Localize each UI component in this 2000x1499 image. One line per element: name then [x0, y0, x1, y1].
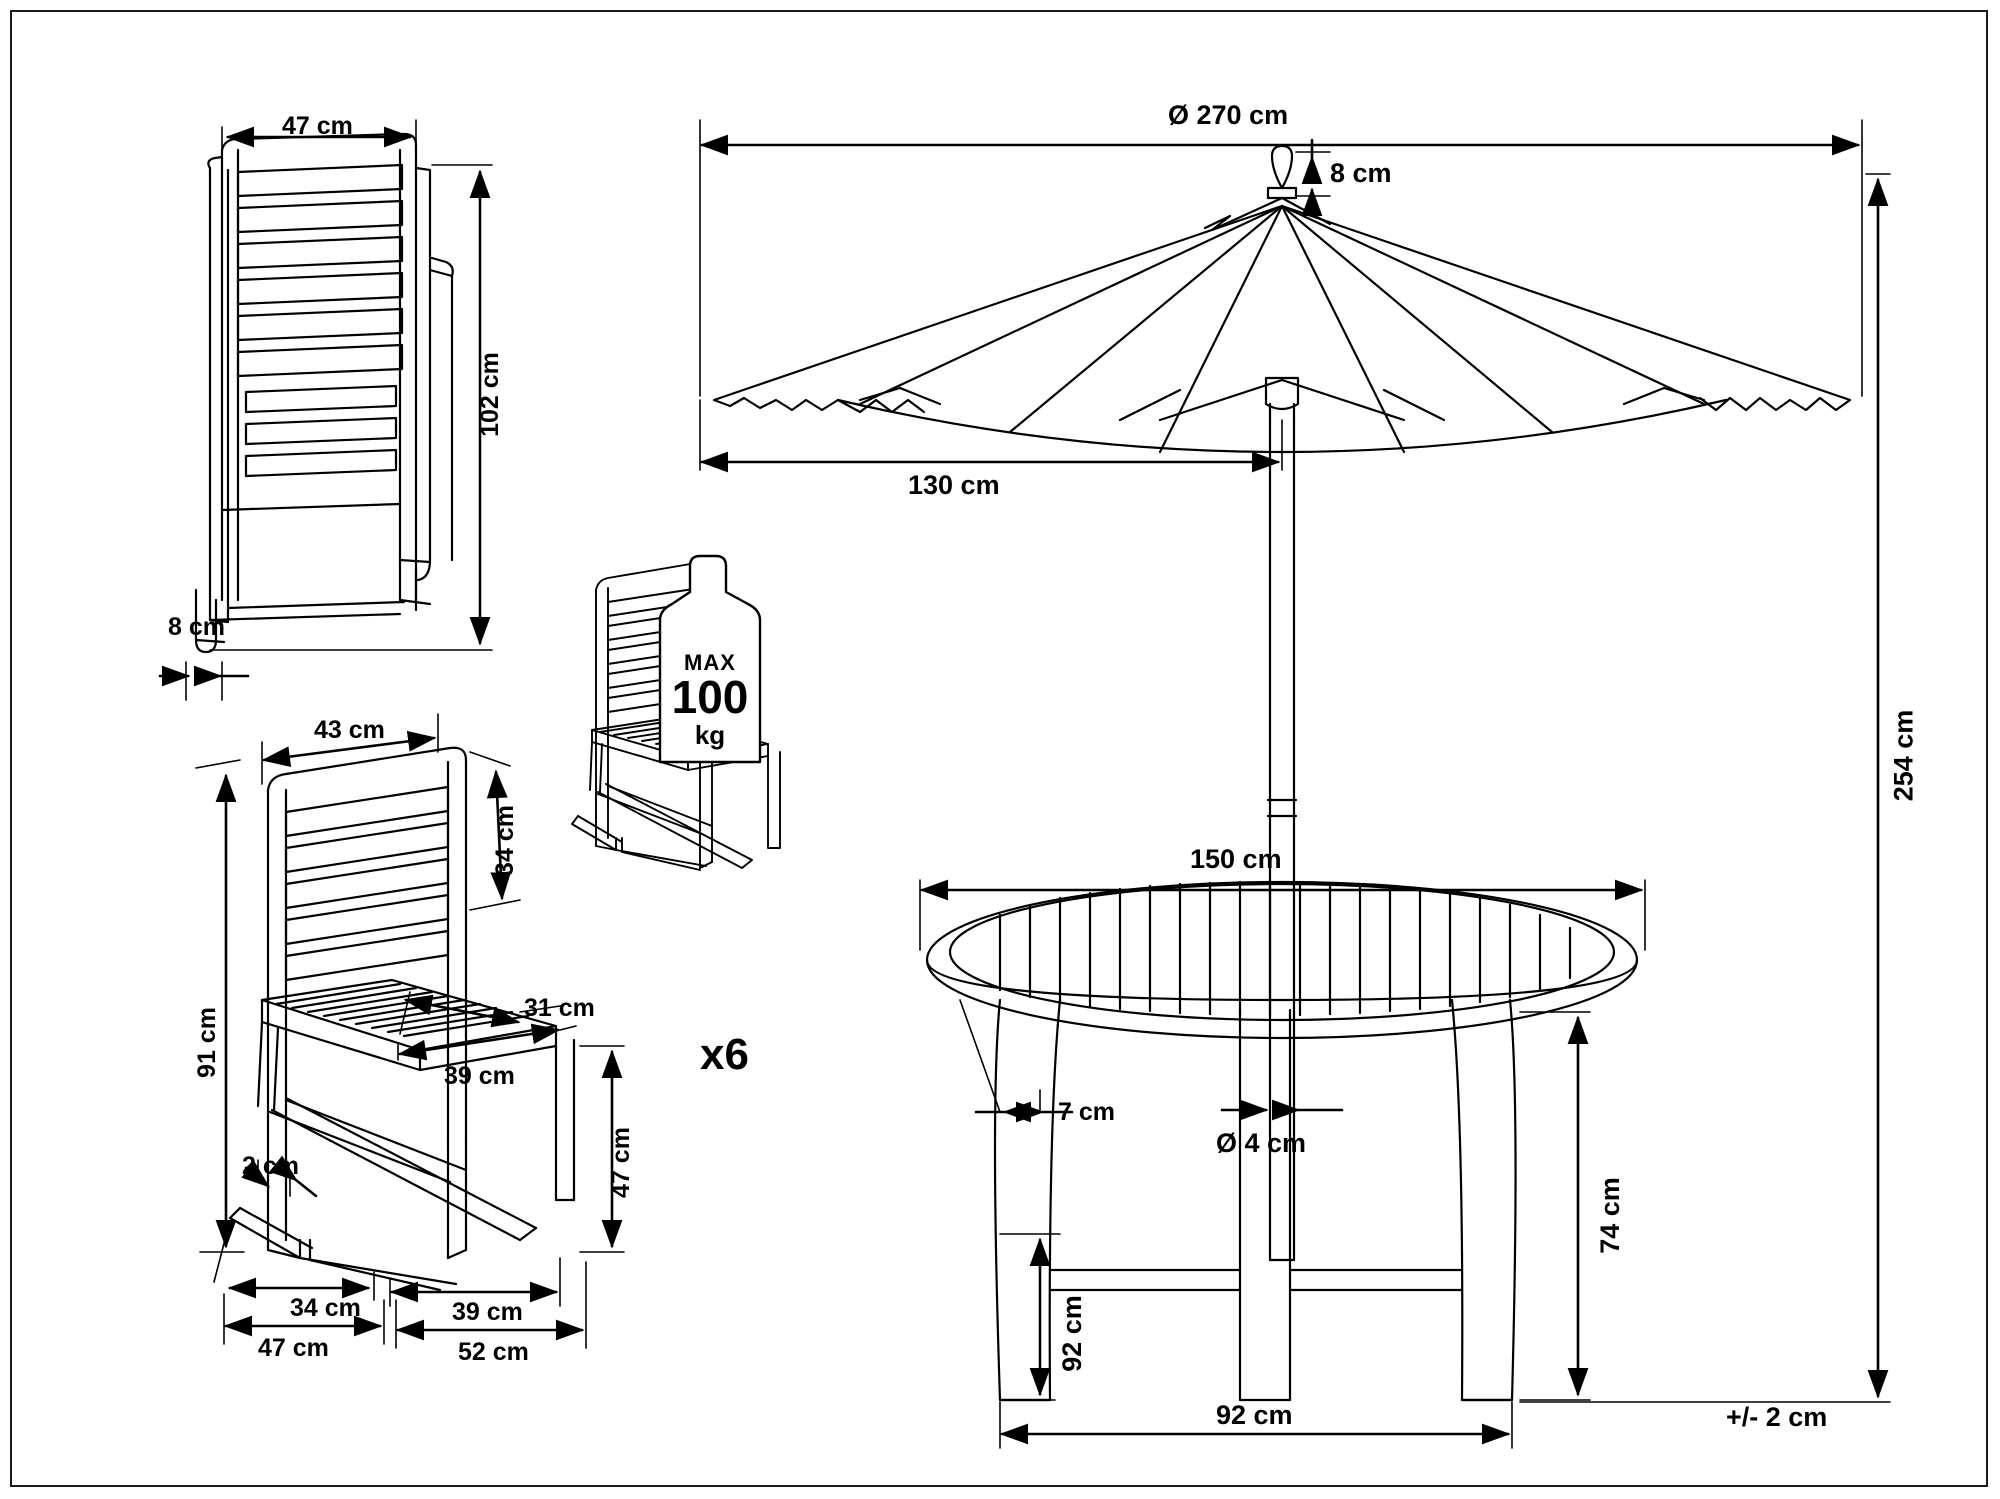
- open-chair-dimension-lines: [196, 714, 624, 1348]
- max-load-value: 100: [671, 671, 749, 723]
- label-chair-seat-height: 47 cm: [606, 1127, 635, 1198]
- label-chair-total-height: 91 cm: [192, 1007, 221, 1078]
- label-folded-depth-text: 8 cm: [168, 613, 225, 641]
- max-load-prefix: MAX: [684, 650, 736, 675]
- max-load-unit: kg: [694, 719, 726, 750]
- label-chair-base-47: 47 cm: [258, 1334, 329, 1362]
- label-chair-base-39: 39 cm: [452, 1298, 523, 1326]
- quantity-badge: x6: [700, 1030, 749, 1079]
- label-table-leg-span-vertical: 92 cm: [1056, 1295, 1087, 1372]
- label-folded-height: 102 cm: [475, 352, 504, 437]
- label-chair-base-52: 52 cm: [458, 1338, 529, 1366]
- max-load-label: [660, 650, 760, 751]
- parasol-illustration: [714, 146, 1850, 1260]
- tolerance-note: +/- 2 cm: [1726, 1402, 1828, 1432]
- label-chair-back-height: 34 cm: [490, 805, 519, 876]
- label-chair-foot: 2 cm: [242, 1152, 299, 1180]
- label-parasol-total-height: 254 cm: [1888, 709, 1919, 802]
- label-table-top-thickness: 7 cm: [1058, 1098, 1115, 1126]
- label-chair-back-width: 43 cm: [314, 716, 385, 744]
- label-table-height: 74 cm: [1594, 1177, 1625, 1254]
- open-chair-illustration: [230, 748, 574, 1290]
- label-parasol-finial: 8 cm: [1330, 158, 1392, 188]
- folded-chair-illustration: [196, 134, 453, 652]
- label-folded-width: 47 cm: [282, 112, 353, 140]
- label-chair-seat-width: 39 cm: [444, 1062, 515, 1090]
- label-table-leg-span-horizontal: 92 cm: [1216, 1400, 1293, 1430]
- label-pole-diameter: Ø 4 cm: [1216, 1128, 1307, 1158]
- table-dimension-lines: [920, 880, 1645, 1448]
- label-chair-base-34: 34 cm: [290, 1294, 361, 1322]
- label-folded-depth: [168, 613, 225, 641]
- label-parasol-diameter: Ø 270 cm: [1168, 100, 1289, 130]
- label-chair-seat-depth: 31 cm: [524, 994, 595, 1022]
- label-table-diameter: 150 cm: [1190, 844, 1282, 874]
- label-parasol-radius: 130 cm: [908, 470, 1000, 500]
